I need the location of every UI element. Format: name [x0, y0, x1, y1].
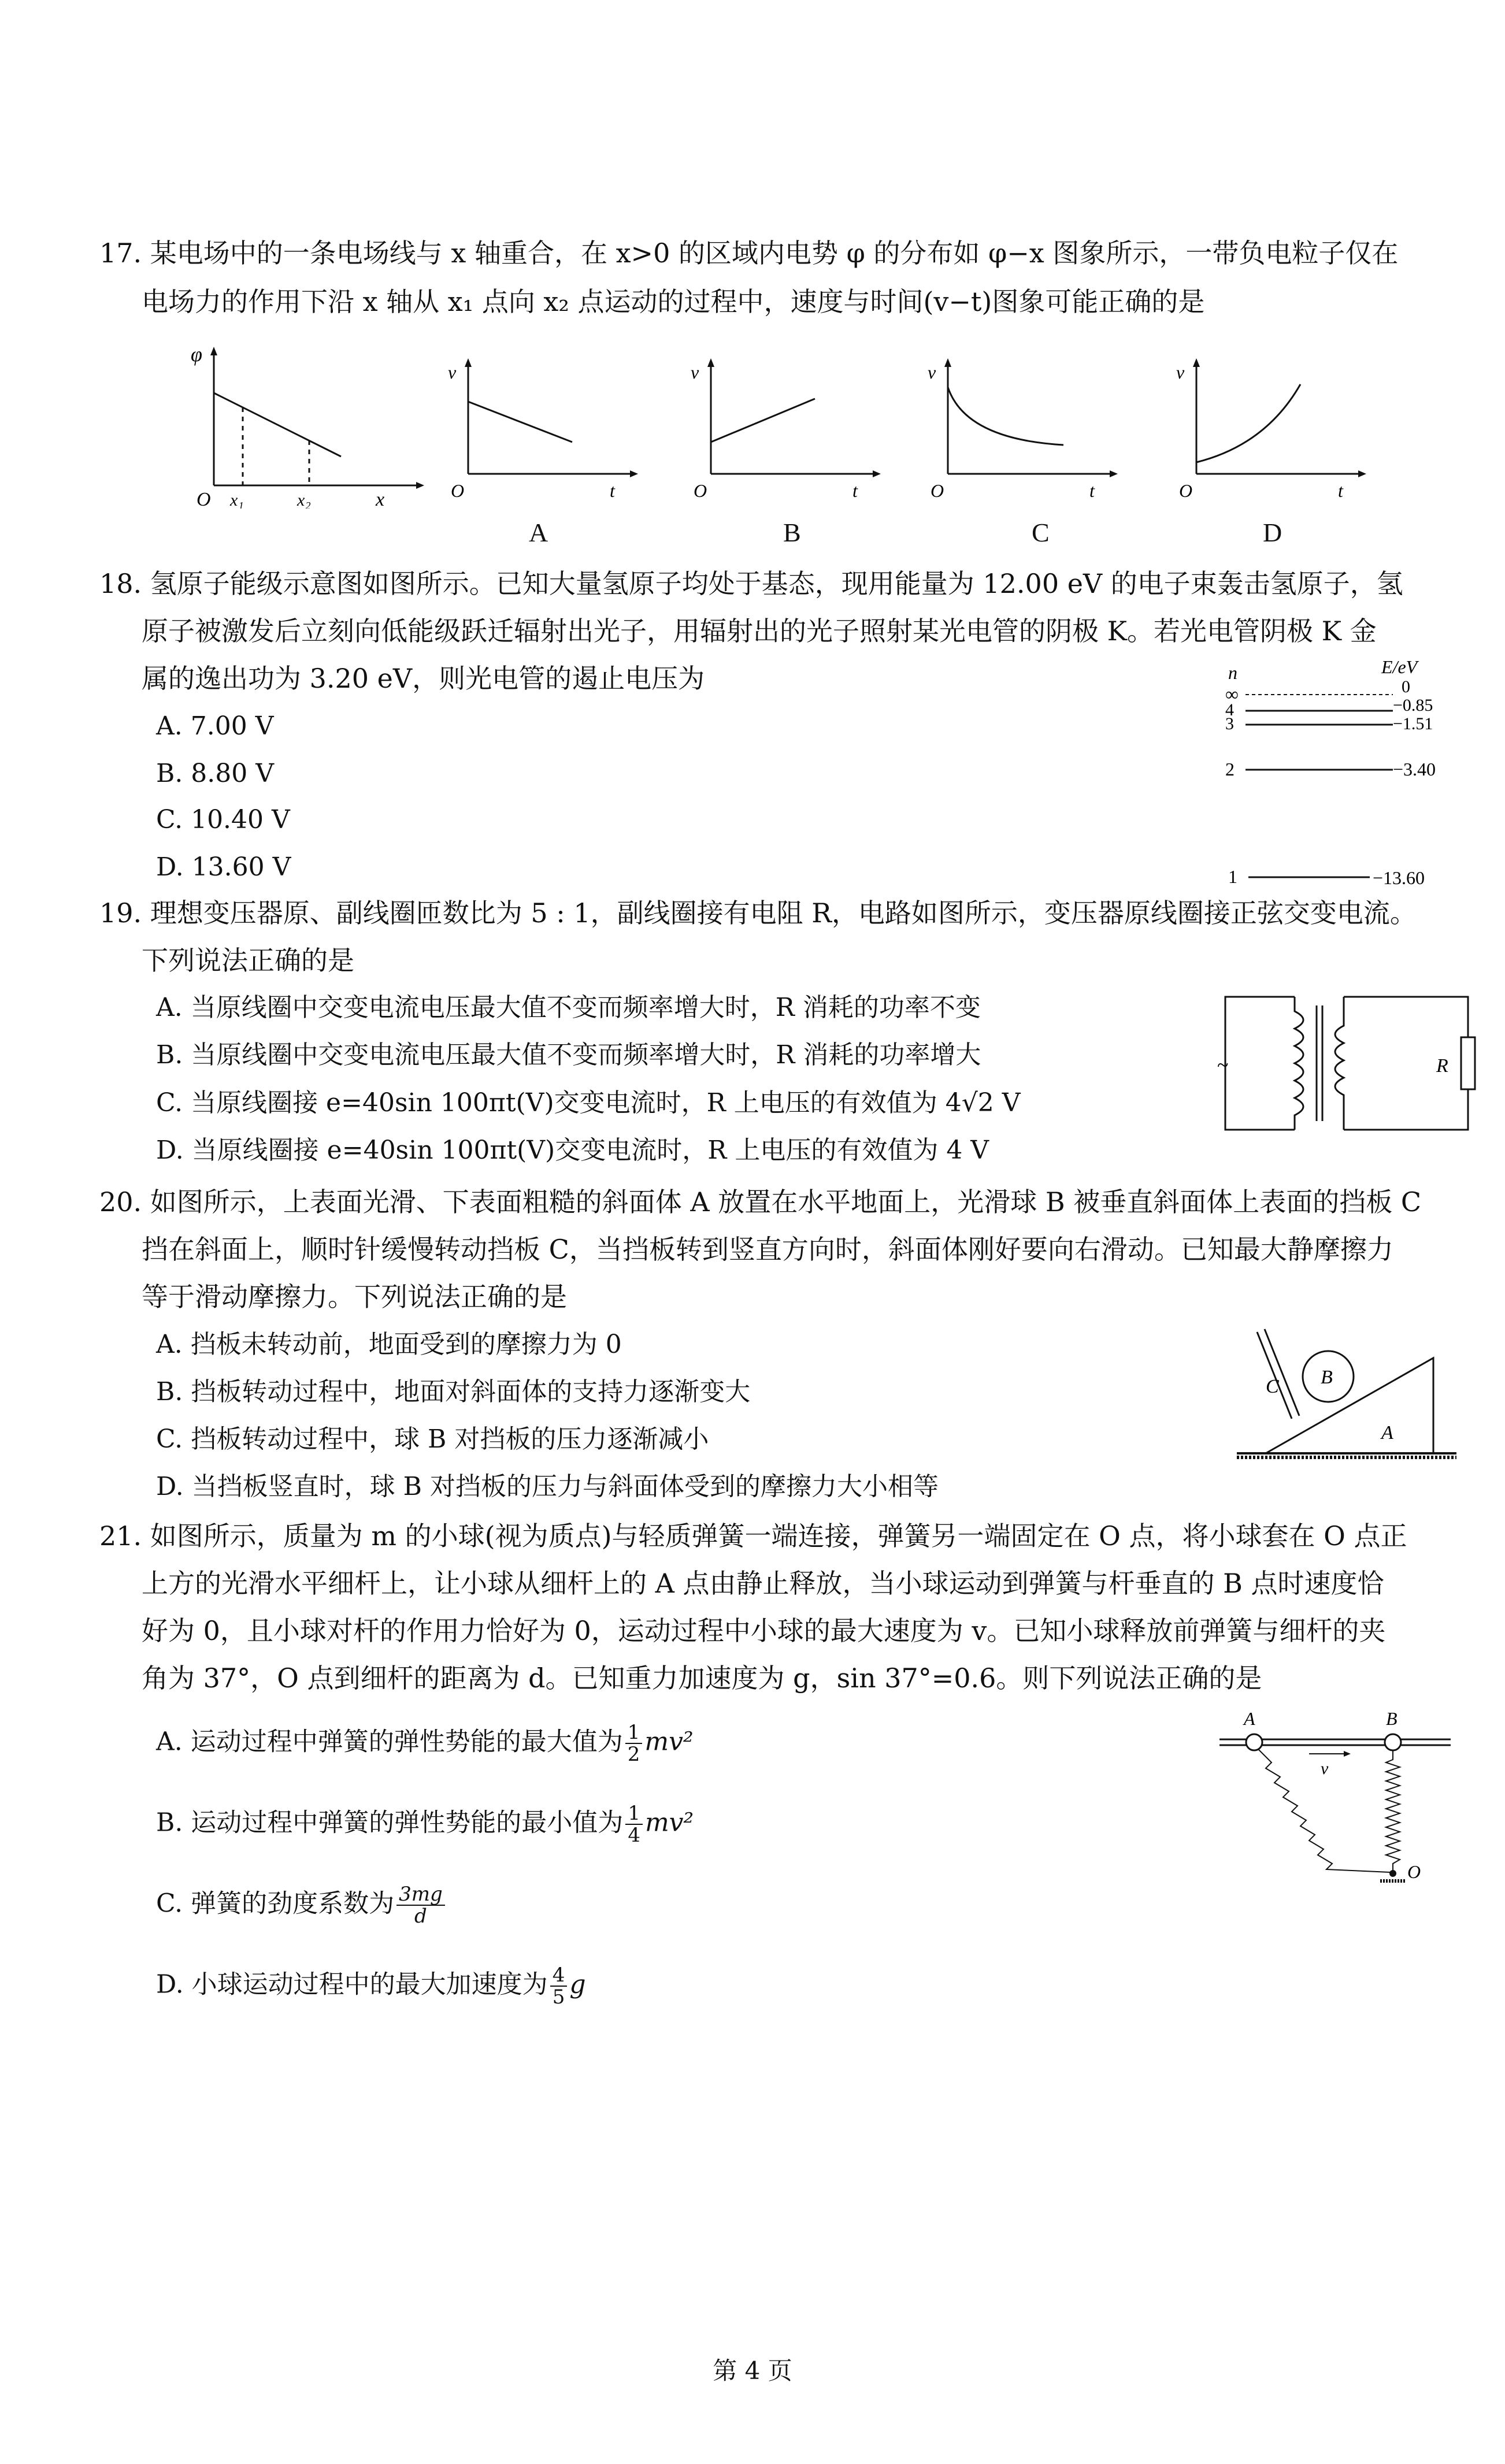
q17-option-a-label[interactable]: A — [529, 518, 548, 547]
q21-spring-rod-figure — [1208, 1705, 1462, 1895]
q17-stem-line1: 17. 某电场中的一条电场线与 x 轴重合，在 x>0 的区域内电势 φ 的分布如 φ−x 图象所示，一带负电粒子仅在 — [99, 238, 1399, 269]
q20-option-a[interactable]: A. 挡板未转动前，地面受到的摩擦力为 0 — [156, 1330, 622, 1359]
x-axis-label: x — [376, 489, 385, 509]
q21-option-d[interactable]: D. 小球运动过程中的最大加速度为 $\frac{4}{5}$ g — [156, 1964, 586, 2009]
page-number: 第 4 页 — [713, 2357, 792, 2385]
q20-incline-figure — [1225, 1323, 1462, 1474]
svg-text:t: t — [610, 480, 615, 501]
q17-vt-graph-c — [925, 352, 1121, 503]
svg-text:v: v — [1176, 362, 1185, 383]
svg-text:2: 2 — [1225, 759, 1235, 780]
q19-transformer-circuit — [1214, 985, 1480, 1141]
q20-stem-line1: 20. 如图所示，上表面光滑、下表面粗糙的斜面体 A 放置在水平地面上，光滑球 B 被垂直斜面体上表面的挡板 C — [99, 1186, 1422, 1218]
velocity-label: v — [1321, 1759, 1329, 1778]
q19-stem-line2: 下列说法正确的是 — [142, 945, 354, 976]
q19-stem-line1: 19. 理想变压器原、副线圈匝数比为 5 : 1，副线圈接有电阻 R，电路如图所示，变压器原线圈接正弦交变电流。 — [99, 897, 1417, 929]
q21-stem-line2: 上方的光滑水平细杆上，让小球从细杆上的 A 点由静止释放，当小球运动到弹簧与杆垂直的 B 点时速度恰 — [142, 1568, 1384, 1599]
resistor-label: R — [1436, 1055, 1448, 1077]
svg-text:O: O — [694, 480, 707, 501]
q21-stem-line3: 好为 0，且小球对杆的作用力恰好为 0，运动过程中小球的最大速度为 v。已知小球释放前弹簧与细杆的夹 — [142, 1615, 1386, 1646]
q17-vt-graph-d — [1173, 352, 1370, 503]
q20-stem-line2: 挡在斜面上，顺时针缓慢转动挡板 C，当挡板转到竖直方向时，斜面体刚好要向右滑动。已知最大静摩擦力 — [142, 1234, 1393, 1265]
svg-text:0: 0 — [1402, 677, 1410, 696]
svg-text:v: v — [691, 362, 699, 383]
svg-text:−1.51: −1.51 — [1393, 714, 1433, 733]
q19-option-d[interactable]: D. 当原线圈接 e=40sin 100πt(V)交变电流时，R 上电压的有效值为 4 V — [156, 1135, 989, 1165]
q18-option-d[interactable]: D. 13.60 V — [156, 852, 291, 882]
q21-stem-line1: 21. 如图所示，质量为 m 的小球(视为质点)与轻质弹簧一端连接，弹簧另一端固定在 O 点，将小球套在 O 点正 — [99, 1520, 1407, 1552]
phi-axis-label: φ — [191, 343, 202, 366]
svg-text:B: B — [1321, 1367, 1333, 1388]
svg-text:∞: ∞ — [1225, 684, 1239, 704]
q21-option-b[interactable]: B. 运动过程中弹簧的弹性势能的最小值为 $\frac{1}{4}$ mv² — [156, 1802, 694, 1847]
q17-option-c-label[interactable]: C — [1032, 518, 1050, 547]
svg-text:t: t — [1338, 480, 1343, 501]
q17-vt-graph-b — [688, 352, 884, 503]
svg-text:4: 4 — [1225, 700, 1234, 719]
q17-vt-graph-a — [445, 352, 642, 503]
svg-text:1: 1 — [1228, 866, 1237, 887]
svg-text:−0.85: −0.85 — [1393, 696, 1433, 715]
x1-label: x₁ — [230, 491, 244, 509]
resistor-r — [1461, 1037, 1475, 1089]
q17-option-b-label[interactable]: B — [783, 518, 801, 547]
q18-option-c[interactable]: C. 10.40 V — [156, 805, 290, 834]
svg-text:−3.40: −3.40 — [1393, 759, 1436, 780]
q20-option-b[interactable]: B. 挡板转动过程中，地面对斜面体的支持力逐渐变大 — [156, 1377, 751, 1407]
energy-label: E/eV — [1381, 659, 1418, 677]
q21-stem-line4: 角为 37°，O 点到细杆的距离为 d。已知重力加速度为 g，sin 37°=0.6。则下列说法正确的是 — [142, 1663, 1262, 1694]
svg-text:O: O — [1179, 480, 1193, 501]
svg-text:v: v — [448, 362, 457, 383]
phi-origin-label: O — [197, 489, 211, 509]
incline-a-label: A — [1381, 1422, 1393, 1443]
q18-stem-line1: 18. 氢原子能级示意图如图所示。已知大量氢原子均处于基态，现用能量为 12.00 eV 的电子束轰击氢原子，氢 — [99, 568, 1403, 599]
plate-c-label: C — [1266, 1376, 1279, 1397]
q20-option-c[interactable]: C. 挡板转动过程中，球 B 对挡板的压力逐渐减小 — [156, 1424, 709, 1454]
q18-energy-level-diagram — [1219, 659, 1462, 896]
point-o-label: O — [1407, 1861, 1421, 1882]
x2-label: x₂ — [297, 491, 311, 509]
q17-stem-line2: 电场力的作用下沿 x 轴从 x₁ 点向 x₂ 点运动的过程中，速度与时间(v−t)图象可能正确的是 — [142, 286, 1205, 317]
svg-text:O: O — [451, 480, 465, 501]
svg-text:−13.60: −13.60 — [1373, 867, 1425, 888]
q17-option-d-label[interactable]: D — [1263, 518, 1282, 547]
point-b-label: B — [1386, 1708, 1398, 1729]
n-label: n — [1228, 662, 1237, 683]
point-a-label: A — [1244, 1708, 1255, 1729]
svg-text:3: 3 — [1225, 714, 1234, 733]
svg-text:t: t — [852, 480, 858, 501]
svg-text:t: t — [1089, 480, 1095, 501]
svg-text:v: v — [928, 362, 936, 383]
q20-stem-line3: 等于滑动摩擦力。下列说法正确的是 — [142, 1281, 567, 1312]
q19-option-b[interactable]: B. 当原线圈中交变电流电压最大值不变而频率增大时，R 消耗的功率增大 — [156, 1040, 981, 1070]
q17-phi-x-graph — [185, 341, 428, 509]
q18-option-b[interactable]: B. 8.80 V — [156, 759, 275, 788]
q21-option-a[interactable]: A. 运动过程中弹簧的弹性势能的最大值为 $\frac{1}{2}$ mv² — [156, 1721, 694, 1766]
q20-option-d[interactable]: D. 当挡板竖直时，球 B 对挡板的压力与斜面体受到的摩擦力大小相等 — [156, 1472, 939, 1501]
q18-option-a[interactable]: A. 7.00 V — [156, 711, 274, 741]
q18-stem-line2: 原子被激发后立刻向低能级跃迁辐射出光子，用辐射出的光子照射某光电管的阴极 K。若光电管阴极 K 金 — [142, 615, 1377, 647]
svg-text:O: O — [931, 480, 944, 501]
q19-option-a[interactable]: A. 当原线圈中交变电流电压最大值不变而频率增大时，R 消耗的功率不变 — [156, 993, 981, 1022]
q19-option-c[interactable]: C. 当原线圈接 e=40sin 100πt(V)交变电流时，R 上电压的有效值为 4√2 V — [156, 1088, 1021, 1118]
q18-stem-line3: 属的逸出功为 3.20 eV，则光电管的遏止电压为 — [142, 663, 705, 694]
ac-source-symbol: ~ — [1217, 1053, 1229, 1077]
q21-option-c[interactable]: C. 弹簧的劲度系数为 $\frac{3mg}{d}$ — [156, 1884, 447, 1927]
